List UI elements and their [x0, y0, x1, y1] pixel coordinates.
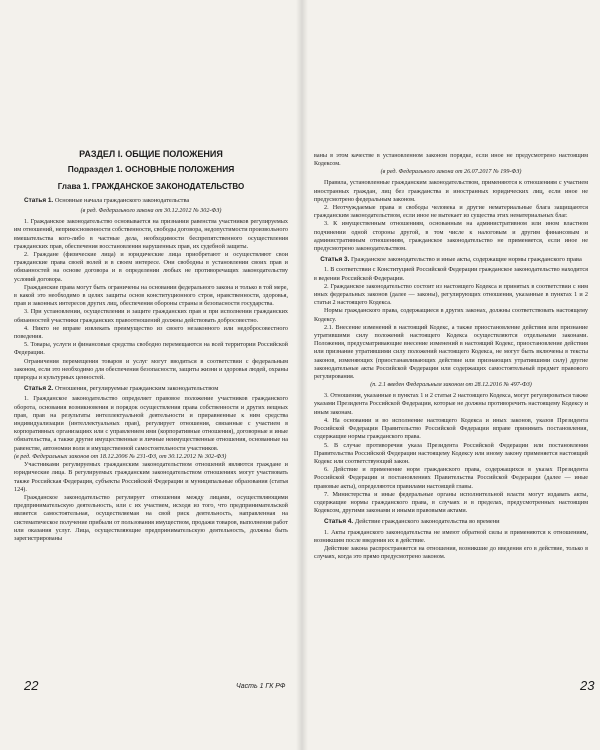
paragraph: 3. При установлении, осуществлении и защите гражданских прав и при исполнении гражданских обязанностей участники гражданских правоотношений должны действовать добросовестно.: [14, 308, 288, 324]
paragraph: Действие закона распространяется на отношения, возникшие до введения его в действие, только в случаях, когда это прямо предусмотрено законом.: [314, 544, 588, 561]
paragraph: Нормы гражданского права, содержащиеся в других законах, должны соответствовать настоящему Кодексу.: [314, 307, 588, 323]
paragraph: Участниками регулируемых гражданским законодательством отношений являются граждане и юридические лица. В регулируемых гражданским законодательством отношениях могут участвовать также Российская Федерация, субъекты Российской Федерации и муниципальные образования (статья 124).: [14, 461, 288, 493]
article-3-number: Статья 3.: [320, 256, 350, 264]
paragraph: 1. Гражданское законодательство определяет правовое положение участников гражданского оборота, основания возникновения и порядок осуществления права собственности и других вещных прав, прав на результаты интеллектуальной деятельности и приравненные к ним средства индивидуализации (интеллектуальных прав), регулирует отношения, связанные с участием в корпоративных организациях или с управлением ими (корпоративные отношения), договорные и иные обязательства, а также другие имущественные и личные неимущественные отношения, основанные на равенстве, автономии воли и имущественной самостоятельности участников.: [14, 395, 288, 452]
paragraph: 2. Неотчуждаемые права и свободы человека и другие нематериальные блага защищаются гражданским законодательством, если иное не вытекает из существа этих нематериальных благ.: [314, 204, 588, 220]
paragraph: 1. Акты гражданского законодательства не имеют обратной силы и применяются к отношениям, возникшим после введения их в действие.: [314, 528, 588, 544]
article-2-heading: [14, 385, 288, 393]
paragraph: 4. На основании и во исполнение настоящего Кодекса и иных законов, указов Президента Российской Федерации Правительство Российской Федерации вправе принимать постановления, содержащие нормы гражданского права.: [314, 416, 588, 441]
paragraph: 2. Гражданское законодательство состоит из настоящего Кодекса и принятых в соответствии с ним иных федеральных законов (далее — законы), регулирующих отношения, указанные в пунктах 1 и 2 статьи 2 настоящего Кодекса.: [314, 282, 588, 307]
amendment-note: (в ред. Федеральных законов от 18.12.2006 № 231-ФЗ, от 30.12.2012 № 302-ФЗ): [14, 452, 227, 460]
article-4-title: Действие гражданского законодательства во времени: [354, 518, 500, 526]
subsection-title: Подраздел 1. ОСНОВНЫЕ ПОЛОЖЕНИЯ: [67, 164, 235, 174]
paragraph: ваны в этом качестве в установленном законом порядке, если иное не предусмотрено настоящим Кодексом.: [314, 152, 588, 168]
right-page-number: 23: [580, 678, 595, 693]
amendment-note: (п. 2.1 введен Федеральным законом от 28.12.2016 № 497-ФЗ): [370, 382, 532, 389]
paragraph: 5. Товары, услуги и финансовые средства свободно перемещаются на всей территории Российской Федерации.: [14, 341, 288, 357]
article-1-amendment: (в ред. Федерального закона от 30.12.2012 № 302-ФЗ): [80, 208, 222, 215]
article-4-heading: [314, 518, 588, 526]
article-3-heading: [314, 256, 588, 264]
paragraph: 7. Министерства и иные федеральные органы исполнительной власти могут издавать акты, содержащие нормы гражданского права, в случаях и в пределах, предусмотренных настоящим Кодексом, другими законами и иными правовыми актами.: [314, 490, 588, 515]
article-1-heading: [14, 197, 288, 205]
paragraph: 3. Отношения, указанные в пунктах 1 и 2 статьи 2 настоящего Кодекса, могут регулироваться также указами Президента Российской Федерации, которые не должны противоречить настоящему Кодексу и иным законам.: [314, 392, 588, 416]
paragraph: 1. Гражданское законодательство основывается на признании равенства участников регулируемых им отношений, неприкосновенности собственности, свободы договора, недопустимости произвольного вмешательства кого-либо в частные дела, необходимости беспрепятственного осуществления гражданских прав, обеспечения восстановления нарушенных прав, их судебной защиты.: [14, 218, 288, 250]
paragraph: 4. Никто не вправе извлекать преимущество из своего незаконного или недобросовестного поведения.: [14, 324, 288, 341]
article-1-number: Статья 1.: [24, 197, 54, 204]
article-4-number: Статья 4.: [324, 518, 354, 526]
left-page-footer: Часть 1 ГК РФ: [236, 683, 286, 690]
chapter-title: Глава 1. ГРАЖДАНСКОЕ ЗАКОНОДАТЕЛЬСТВО: [57, 182, 245, 191]
paragraph: 2. Граждане (физические лица) и юридические лица приобретают и осуществляют свои гражданские права своей волей и в своем интересе. Они свободны в установлении своих прав и обязанностей на основе договора и в определении любых не противоречащих законодательству условий договора.: [14, 251, 288, 283]
paragraph: 6. Действие и применение норм гражданского права, содержащихся в указах Президента Российской Федерации и постановлениях Правительства Российской Федерации (далее — иные правовые акты), определяются правилами настоящей главы.: [314, 466, 588, 490]
article-3-title: Гражданское законодательство и иные акты, содержащие нормы гражданского права: [351, 256, 582, 264]
article-2-title: Отношения, регулируемые гражданским законодательством: [54, 385, 219, 393]
paragraph: 5. В случае противоречия указа Президента Российской Федерации или постановления Правительства Российской Федерации настоящему Кодексу или иному закону применяется настоящий Кодекс или соответствующий закон.: [314, 441, 588, 465]
paragraph: 3. К имущественным отношениям, основанным на административном или ином властном подчинении одной стороны другой, в том числе к налоговым и другим финансовым и административным отношениям, гражданское законодательство не применяется, если иное не предусмотрено законодательством.: [314, 220, 588, 253]
left-page: [0, 0, 298, 750]
right-page: [306, 0, 600, 750]
paragraph: Гражданское законодательство регулирует отношения между лицами, осуществляющими предпринимательскую деятельность, или с их участием, исходя из того, что предпринимательской является самостоятельная, осуществляемая на свой риск деятельность, направленная на систематическое получение прибыли от пользования имуществом, продажи товаров, выполнения работ или оказания услуг. Лица, осуществляющие предпринимательскую деятельность, должны быть зарегистрированы: [14, 493, 288, 542]
paragraph: 1. В соответствии с Конституцией Российской Федерации гражданское законодательство находится в ведении Российской Федерации.: [314, 266, 588, 282]
paragraph: Правила, установленные гражданским законодательством, применяются к отношениям с участием иностранных граждан, лиц без гражданства и иностранных юридических лиц, если иное не предусмотрено федеральным законом.: [314, 179, 588, 203]
amendment-note: (в ред. Федерального закона от 26.07.2017 № 199-ФЗ): [380, 169, 522, 176]
left-page-number: 22: [24, 678, 39, 693]
section-title: РАЗДЕЛ I. ОБЩИЕ ПОЛОЖЕНИЯ: [79, 149, 223, 159]
paragraph: 2.1. Внесение изменений в настоящий Кодекс, а также приостановление действия или признание утратившими силу положений настоящего Кодекса осуществляются отдельными законами. Положения, предусматривающие внесение изменений в настоящий Кодекс, приостановление действия или признание утратившими силу положений настоящего Кодекса, не могут быть включены в тексты законов, изменяющих (приостанавливающих действие или признающих утратившими силу) другие законодательные акты Российской Федерации или содержащих самостоятельный предмет правового регулирования.: [314, 323, 588, 381]
article-2-number: Статья 2.: [24, 385, 54, 393]
paragraph: Ограничения перемещения товаров и услуг могут вводиться в соответствии с федеральным законом, если это необходимо для обеспечения безопасности, защиты жизни и здоровья людей, охраны природы и культурных ценностей.: [14, 357, 288, 382]
paragraph: Гражданские права могут быть ограничены на основании федерального закона и только в той мере, в какой это необходимо в целях защиты основ конституционного строя, нравственности, здоровья, прав и законных интересов других лиц, обеспечения обороны страны и безопасности государства.: [14, 283, 288, 308]
article-1-title: Основные начала гражданского законодательства: [54, 197, 190, 204]
